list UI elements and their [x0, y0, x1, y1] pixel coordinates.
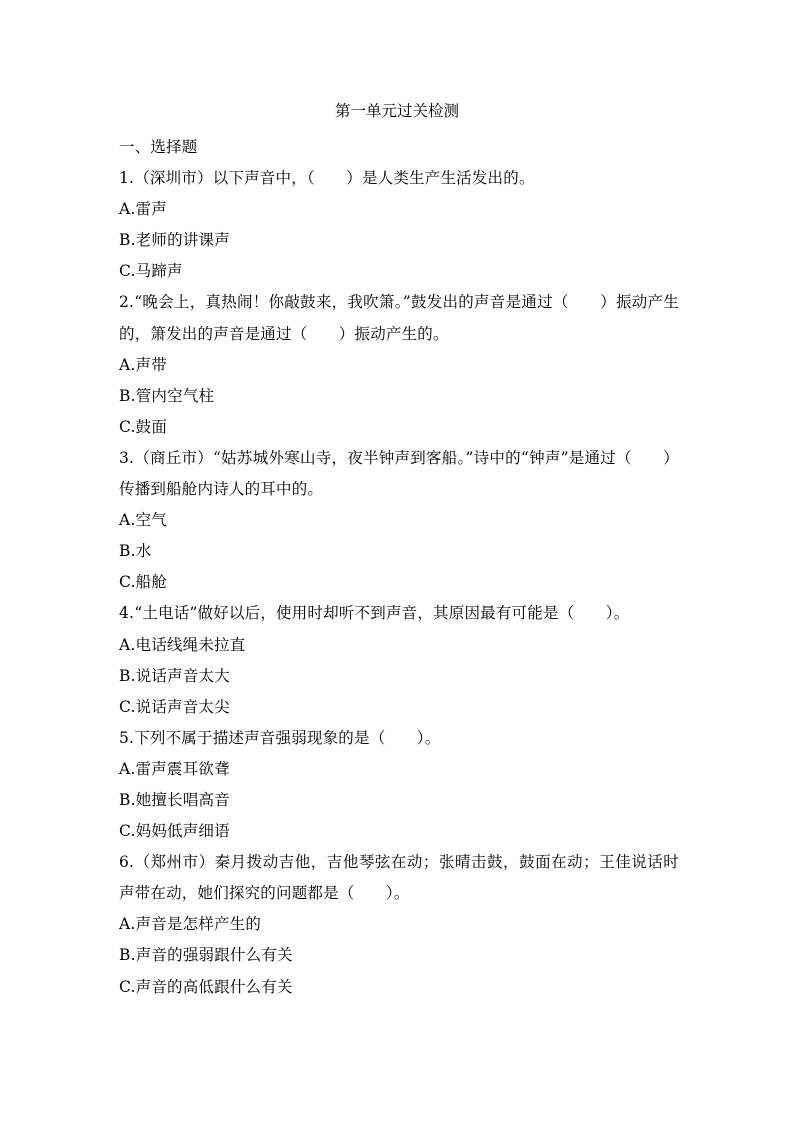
question-4	[119, 598, 679, 722]
option-b: B.管内空气柱	[119, 386, 215, 405]
option-c: C.说话声音太尖	[119, 697, 230, 716]
option-b: B.她擅长唱高音	[119, 790, 230, 809]
option-b: B.老师的讲课声	[119, 231, 230, 250]
question-3	[119, 443, 679, 598]
question-5	[119, 723, 679, 847]
question-stem: 5.下列不属于描述声音强弱现象的是（ ）。	[119, 728, 441, 747]
option-c: C.妈妈低声细语	[119, 822, 230, 841]
question-1	[119, 163, 679, 287]
question-stem: 1.（深圳市）以下声音中，（ ）是人类生产生活发出的。	[119, 169, 535, 188]
question-stem: 2.“晚会上，真热闹！你敲鼓来，我吹箫。”鼓发出的声音是通过（ ）振动产生的，箫发出的声音是通过（ ）振动产生的。	[119, 293, 679, 343]
option-b: B.水	[119, 542, 152, 561]
option-a: A.雷声震耳欲聋	[119, 759, 230, 778]
option-c: C.声音的高低跟什么有关	[119, 977, 293, 996]
option-c: C.船舱	[119, 573, 168, 592]
option-a: A.空气	[119, 511, 167, 530]
option-a: A.声音是怎样产生的	[119, 915, 262, 934]
option-b: B.声音的强弱跟什么有关	[119, 946, 293, 965]
question-stem: 4.“土电话”做好以后，使用时却听不到声音，其原因最有可能是（ ）。	[119, 604, 630, 623]
question-2	[119, 287, 679, 442]
section-heading: 一、选择题	[119, 138, 198, 156]
option-a: A.雷声	[119, 200, 167, 219]
question-list	[119, 132, 679, 1003]
question-stem: 6.（郑州市）秦月拨动吉他，吉他琴弦在动；张晴击鼓，鼓面在动；王佳说话时声带在动，她们探究的问题都是（ ）。	[119, 853, 679, 903]
option-a: A.电话线绳未拉直	[119, 635, 246, 654]
option-c: C.马蹄声	[119, 262, 183, 281]
option-c: C.鼓面	[119, 417, 168, 436]
question-6	[119, 847, 679, 1002]
option-b: B.说话声音太大	[119, 666, 230, 685]
question-stem: 3.（商丘市）“姑苏城外寒山寺，夜半钟声到客船。”诗中的“钟声”是通过（ ）传播到船舱内诗人的耳中的。	[119, 448, 679, 499]
page-title: 第一单元过关检测	[334, 102, 459, 120]
option-a: A.声带	[119, 355, 167, 374]
